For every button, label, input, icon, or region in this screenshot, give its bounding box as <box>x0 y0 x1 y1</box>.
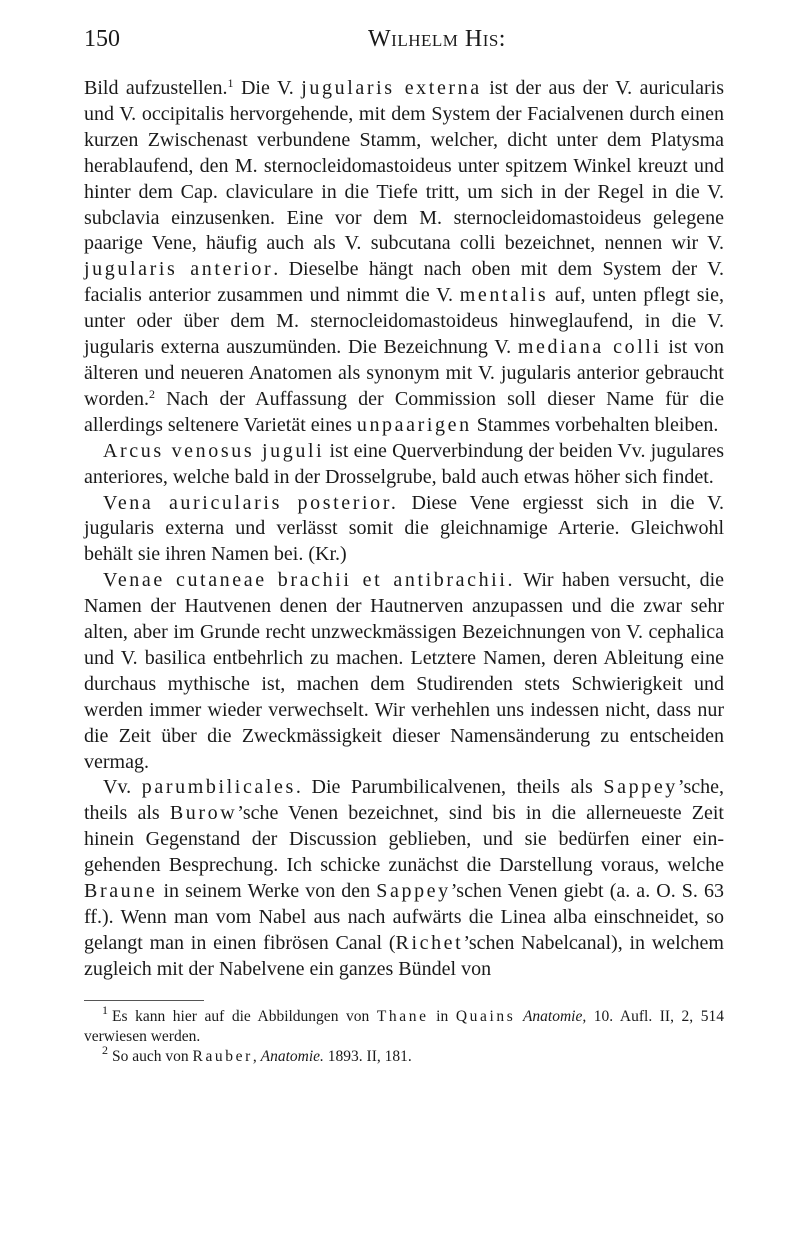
text: Wir haben versucht, die Namen der Hautvenen denen der Hautnerven anzupassen und die zwar sehr alten, aber im Grunde recht unzweckmässigen Bezeichnungen von V. cephalica und V. basilica entbehrlich zu machen. Letztere Namen, deren Ableitung eine durchaus mythische ist, machen dem Studirenden stets Schwierigkeit und werden immer wieder verwechselt. Wir verhehlen uns indessen nicht, dass nur die Zeit über die Zweckmässigkeit dieser Namensänderung zu entscheiden vermag. <box>84 569 725 773</box>
spaced-term: Vena auricularis posterior. <box>103 491 399 514</box>
text: ist der aus der V. auricularis und V. occipitalis hervorgehende, mit dem System der Facialvenen durch einen kurzen Zwischenast verbundene Stamm, welcher, dicht unter dem Platysma herablaufend, den M. sternocleidomastoideus unter spitzem Winkel kreuzt und hinter dem Cap. claviculare in die Tiefe tritt, um sich in der Regel in die V. subclavia einzusenken. Eine vor dem M. sternocleidomastoideus gelegene paarige Vene, häufig auch als V. subcutana colli bezeichnet, nennen wir V. <box>84 77 724 255</box>
paragraph-parumbilicales <box>84 775 724 982</box>
text: ist von älteren und neueren Anatomen als synonym mit V. jugularis anterior gebraucht worden. <box>84 336 725 410</box>
spaced-term: parumbilicales <box>141 776 296 799</box>
paragraph-auricularis-posterior <box>84 491 724 569</box>
text: ’sche Venen bezeichnet, sind bis in die allerneueste Zeit hinein Gegenstand der Discussion geblieben, und sie bedürfen einer eingehenden Besprechung. Ich schicke zunächst die Darstellung voraus, welche <box>84 802 724 877</box>
body-text <box>84 76 724 983</box>
paragraph-arcus-venosus <box>84 439 724 491</box>
italic-title: Anatomie. <box>260 1047 324 1065</box>
footnote-ref <box>92 1002 108 1027</box>
spaced-name: Rauber <box>192 1047 253 1065</box>
text: Es kann hier auf die Abbildungen von <box>112 1007 377 1025</box>
spaced-term: Arcus venosus juguli <box>103 439 325 462</box>
spaced-term: jugularis anterior <box>84 258 274 281</box>
text: ’sche, theils als <box>84 776 724 825</box>
text: in seinem Werke von den <box>157 880 377 903</box>
spaced-term: Venae cutaneae brachii et antibrachii. <box>103 569 516 592</box>
text: ’schen Nabelcanal), in welchem zugleich mit der Nabelvene ein ganzes Bündel von <box>84 931 724 980</box>
text: auf, unten pflegt sie, unter oder über dem M. sternocleidomastoideus hinweglaufend, in die V. jugularis externa auszumünden. Die Bezeichnung V. <box>84 284 724 359</box>
text: . Dieselbe hängt nach oben mit dem System der V. facialis anterior zusammen und nimmt die V. <box>84 258 725 307</box>
spaced-name: Quains <box>455 1007 516 1025</box>
paragraph-jugularis-externa <box>84 76 724 439</box>
text: So auch von <box>112 1047 193 1065</box>
paragraph-venae-cutaneae <box>84 568 724 775</box>
text: , <box>252 1047 261 1065</box>
text: ist eine Querverbindung der beiden Vv. jugulares anteriores, welche bald in der Drosselgrube, bald auch etwas höher sich findet. <box>84 439 724 488</box>
page-header <box>84 22 724 58</box>
spaced-name: Braune <box>84 880 158 903</box>
spaced-name: Thane <box>376 1007 429 1025</box>
text <box>515 1008 523 1025</box>
footnote-ref <box>92 1042 108 1067</box>
spaced-term: mentalis <box>459 284 549 307</box>
footnote-marker-2: 2 <box>148 386 155 401</box>
text: . Die Parumbilicalvenen, theils als <box>295 776 604 799</box>
text: Bild aufzustellen. <box>84 77 228 99</box>
text: Nach der Auffassung der Commission soll dieser Name für die allerdings seltenere Varietät eines <box>84 387 724 436</box>
text: 1893. II, 181. <box>323 1047 412 1065</box>
spaced-name: Richet <box>395 931 464 954</box>
spaced-name: Burow <box>169 802 238 825</box>
spaced-name: Sappey <box>603 776 678 799</box>
page-number: 150 <box>84 26 120 52</box>
running-title: Wilhelm His: <box>368 26 506 52</box>
text: Stammes vorbehalten bleiben. <box>471 413 719 436</box>
text: ’schen Venen giebt (a. a. O. S. 63 ff.). Wenn man vom Nabel aus nach aufwärts die Linea alba einschneidet, so gelangt man in einen fibrösen Canal ( <box>84 880 724 954</box>
text: in <box>428 1007 456 1025</box>
text: Vv. <box>103 776 142 799</box>
document-page <box>84 22 724 1067</box>
footnote-number: 1 <box>102 1002 108 1017</box>
footnote-1 <box>84 1002 725 1047</box>
footnote-marker-1: 1 <box>227 76 234 90</box>
text: 10. Aufl. II, 2, 514 verwiesen werden. <box>84 1007 725 1045</box>
spaced-term: mediana colli <box>517 336 662 359</box>
spaced-term: jugularis externa <box>301 77 482 99</box>
footnotes <box>84 1002 725 1067</box>
footnote-2 <box>84 1042 724 1067</box>
footnote-number: 2 <box>102 1042 108 1057</box>
text: Die V. <box>233 77 302 99</box>
text: Diese Vene ergiesst sich in die V. jugularis externa und verlässt somit die gleichnamige Arterie. Gleichwohl behält sie ihren Namen bei. (Kr.) <box>84 491 725 566</box>
italic-title: Anatomie, <box>522 1007 587 1025</box>
spaced-name: Sappey <box>376 880 451 903</box>
footnote-divider <box>84 1000 204 1001</box>
spaced-term: unpaarigen <box>356 413 472 436</box>
